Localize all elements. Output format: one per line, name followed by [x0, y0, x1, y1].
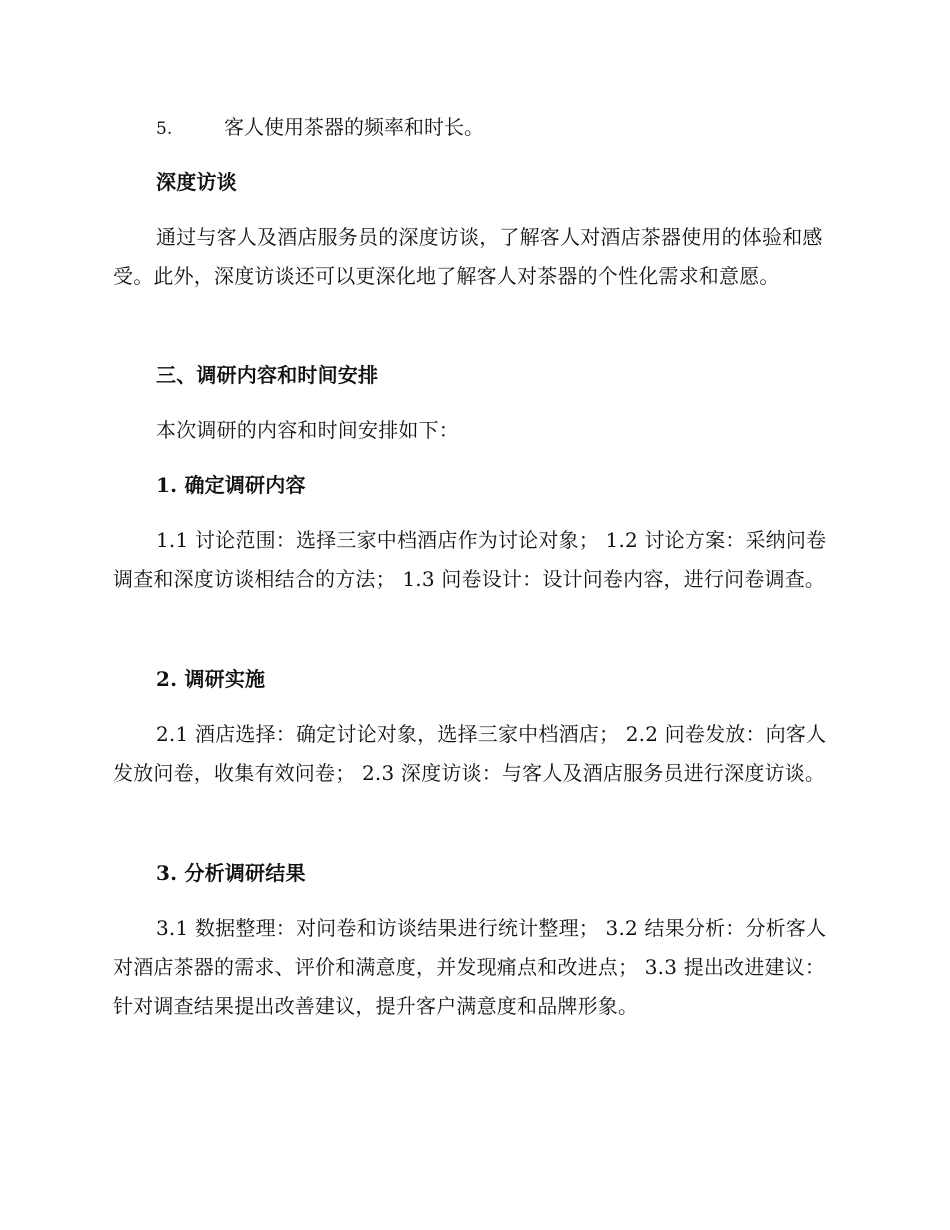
step-heading-3: 3. 分析调研结果	[156, 861, 306, 885]
paragraph-schedule-intro: 本次调研的内容和时间安排如下：	[156, 418, 459, 442]
paragraph-step-1: 1.1 讨论范围：选择三家中档酒店作为讨论对象； 1.2 讨论方案：采纳问卷调查和深度访谈相结合的方法； 1.3 问卷设计：设计问卷内容，进行问卷调查。	[113, 528, 827, 591]
step-heading-2: 2. 调研实施	[156, 667, 266, 691]
paragraph-step-2: 2.1 酒店选择：确定讨论对象，选择三家中档酒店； 2.2 问卷发放：向客人发放问卷，收集有效问卷； 2.3 深度访谈：与客人及酒店服务员进行深度访谈。	[113, 722, 827, 785]
paragraph-step-3: 3.1 数据整理：对问卷和访谈结果进行统计整理； 3.2 结果分析：分析客人对酒店茶器的需求、评价和满意度，并发现痛点和改进点； 3.3 提出改进建议：针对调查结果提出改善建议，提升客户满意度和品牌形象。	[113, 916, 827, 1018]
list-item-text: 客人使用茶器的频率和时长。	[224, 115, 484, 139]
list-number: 5.	[156, 119, 173, 139]
section-heading-interview: 深度访谈	[156, 170, 237, 194]
paragraph-interview: 通过与客人及酒店服务员的深度访谈，了解客人对酒店茶器使用的体验和感受。此外，深度访谈还可以更深化地了解客人对茶器的个性化需求和意愿。	[113, 225, 823, 288]
step-heading-1: 1. 确定调研内容	[156, 473, 306, 497]
list-item	[156, 108, 833, 149]
section-heading-schedule: 三、调研内容和时间安排	[156, 363, 379, 387]
